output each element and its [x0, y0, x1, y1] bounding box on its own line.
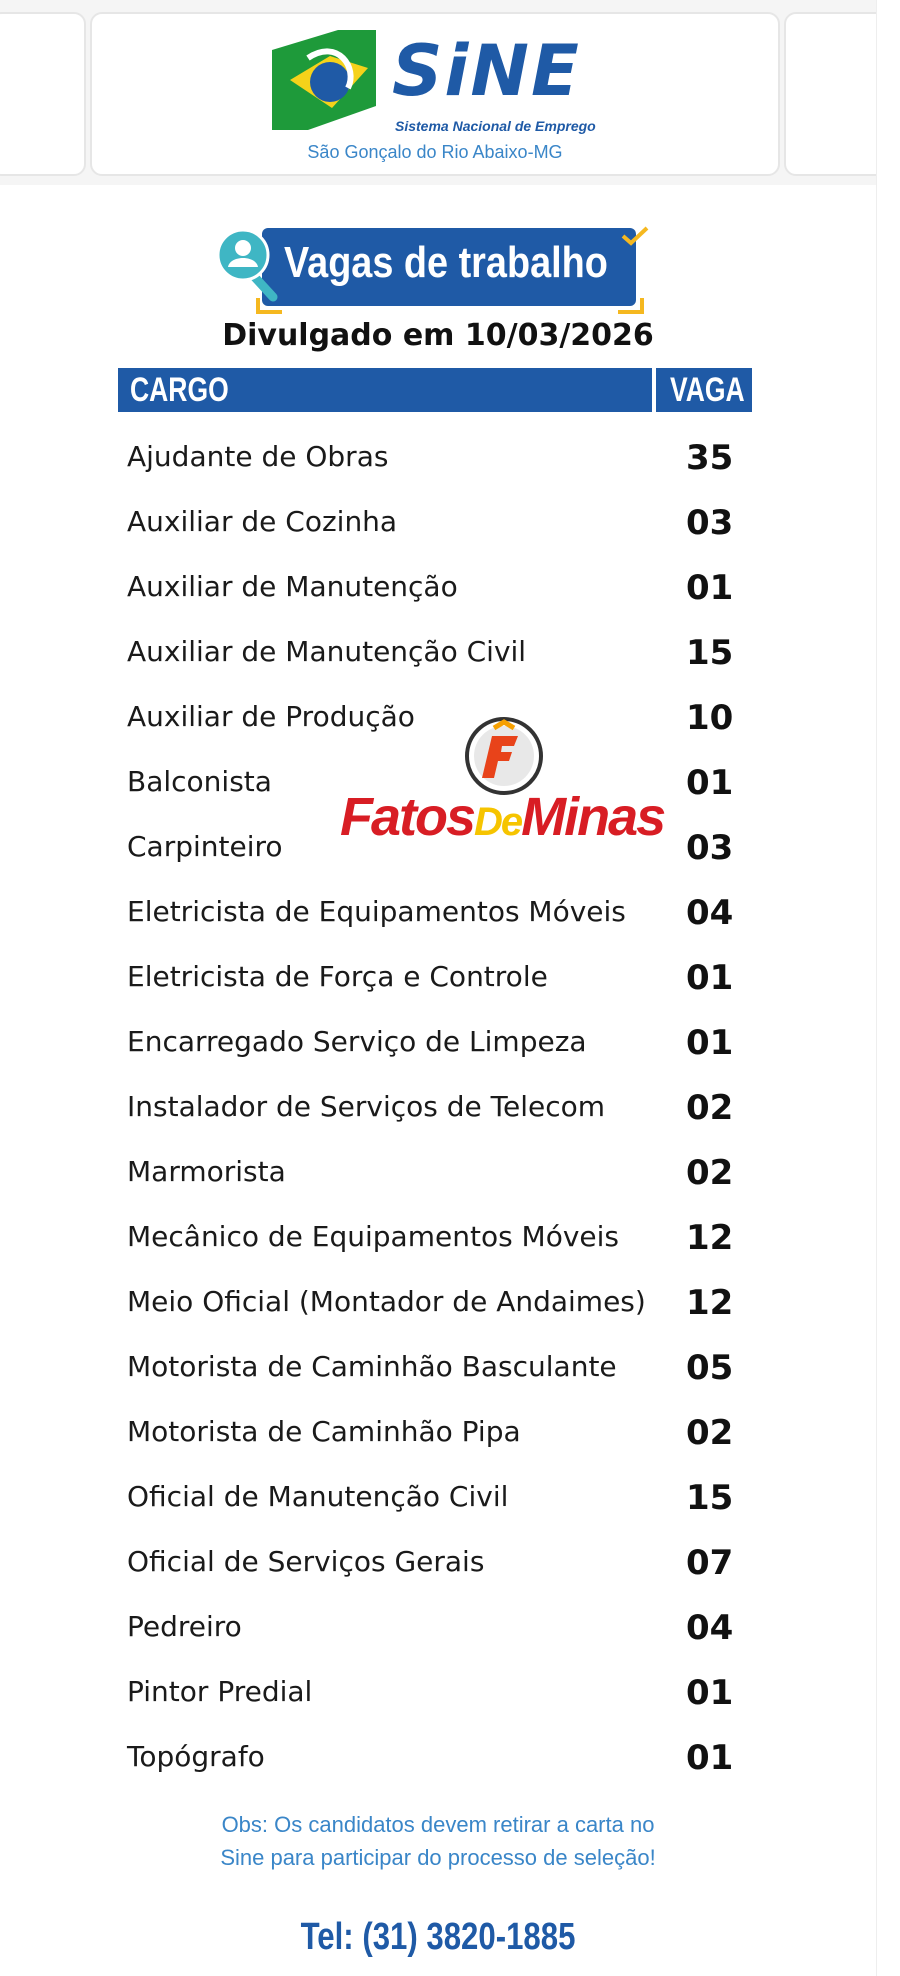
vaga-cell: 15 [686, 1478, 734, 1518]
vaga-cell: 01 [686, 763, 734, 803]
vaga-cell: 01 [686, 1738, 734, 1778]
watermark-text [340, 786, 664, 848]
cargo-cell: Instalador de Serviços de Telecom [127, 1090, 606, 1123]
table-row [0, 1468, 876, 1533]
cargo-cell: Auxiliar de Manutenção [127, 570, 458, 603]
vaga-cell: 01 [686, 1023, 734, 1063]
watermark-part-minas: Minas [521, 787, 665, 847]
cargo-cell: Motorista de Caminhão Basculante [127, 1350, 617, 1383]
vaga-cell: 10 [686, 698, 734, 738]
observation-line-2: Sine para participar do processo de seleção! [220, 1845, 656, 1870]
table-row [0, 1403, 876, 1468]
cargo-cell: Auxiliar de Manutenção Civil [127, 635, 527, 668]
vaga-cell: 05 [686, 1348, 734, 1388]
observation-line-1: Obs: Os candidatos devem retirar a carta no [221, 1812, 655, 1837]
vaga-cell: 02 [686, 1153, 734, 1193]
table-row [0, 883, 876, 948]
table-row [0, 1663, 876, 1728]
cargo-cell: Auxiliar de Produção [127, 700, 415, 733]
vaga-cell: 03 [686, 503, 734, 543]
table-row [0, 1728, 876, 1793]
sine-logo-text: SiNE [392, 30, 581, 112]
vaga-cell: 02 [686, 1088, 734, 1128]
table-header-vaga [656, 368, 752, 412]
watermark-part-de: De [474, 800, 522, 844]
sine-logo-subtitle: Sistema Nacional de Emprego [395, 118, 596, 134]
cargo-cell: Motorista de Caminhão Pipa [127, 1415, 521, 1448]
table-row [0, 623, 876, 688]
cargo-cell: Eletricista de Equipamentos Móveis [127, 895, 626, 928]
cargo-cell: Pintor Predial [127, 1675, 313, 1708]
table-row [0, 1143, 876, 1208]
cargo-cell: Eletricista de Força e Controle [127, 960, 548, 993]
fatos-de-minas-watermark [340, 716, 680, 846]
check-mark-icon [620, 225, 650, 247]
vaga-cell: 01 [686, 1673, 734, 1713]
brazil-flag-logo-icon [268, 28, 382, 132]
cargo-cell: Carpinteiro [127, 830, 283, 863]
vaga-cell: 01 [686, 568, 734, 608]
published-date: Divulgado em 10/03/2026 [222, 318, 654, 353]
vaga-cell: 12 [686, 1218, 734, 1258]
cargo-cell: Oficial de Manutenção Civil [127, 1480, 509, 1513]
table-row [0, 1533, 876, 1598]
vagas-badge-title: Vagas de trabalho [284, 238, 608, 287]
cargo-cell: Oficial de Serviços Gerais [127, 1545, 485, 1578]
table-header-cargo [118, 368, 652, 412]
vaga-cell: 04 [686, 893, 734, 933]
person-search-icon [215, 227, 279, 303]
table-row [0, 1338, 876, 1403]
cargo-cell: Topógrafo [127, 1740, 265, 1773]
vaga-cell: 03 [686, 828, 734, 868]
observation-note [0, 1808, 876, 1874]
table-row [0, 1598, 876, 1663]
table-row [0, 1078, 876, 1143]
cargo-cell: Ajudante de Obras [127, 440, 389, 473]
vaga-cell: 15 [686, 633, 734, 673]
vaga-cell: 12 [686, 1283, 734, 1323]
cargo-cell: Pedreiro [127, 1610, 242, 1643]
table-row [0, 428, 876, 493]
column-header-cargo: CARGO [130, 371, 229, 409]
page-right-margin [876, 0, 900, 1976]
cargo-cell: Balconista [127, 765, 272, 798]
cargo-cell: Meio Oficial (Montador de Andaimes) [127, 1285, 646, 1318]
column-header-vaga: VAGA [670, 371, 745, 409]
fatos-de-minas-logo-icon [464, 716, 544, 796]
table-row [0, 558, 876, 623]
vaga-cell: 01 [686, 958, 734, 998]
table-row [0, 1013, 876, 1078]
sine-logo-card[interactable] [90, 12, 780, 176]
vaga-cell: 07 [686, 1543, 734, 1583]
vaga-cell: 35 [686, 438, 734, 478]
table-row [0, 948, 876, 1013]
table-row [0, 493, 876, 558]
watermark-part-fatos: Fatos [340, 787, 475, 847]
cargo-cell: Mecânico de Equipamentos Móveis [127, 1220, 620, 1253]
vaga-cell: 04 [686, 1608, 734, 1648]
carousel-card-previous[interactable] [0, 12, 86, 176]
sine-city-label: São Gonçalo do Rio Abaixo-MG [307, 142, 563, 162]
cargo-cell: Auxiliar de Cozinha [127, 505, 398, 538]
cargo-cell: Marmorista [127, 1155, 286, 1188]
vaga-cell: 02 [686, 1413, 734, 1453]
cargo-cell: Encarregado Serviço de Limpeza [127, 1025, 587, 1058]
contact-phone[interactable]: Tel: (31) 3820-1885 [300, 1916, 576, 1958]
table-row [0, 1208, 876, 1273]
table-row [0, 1273, 876, 1338]
